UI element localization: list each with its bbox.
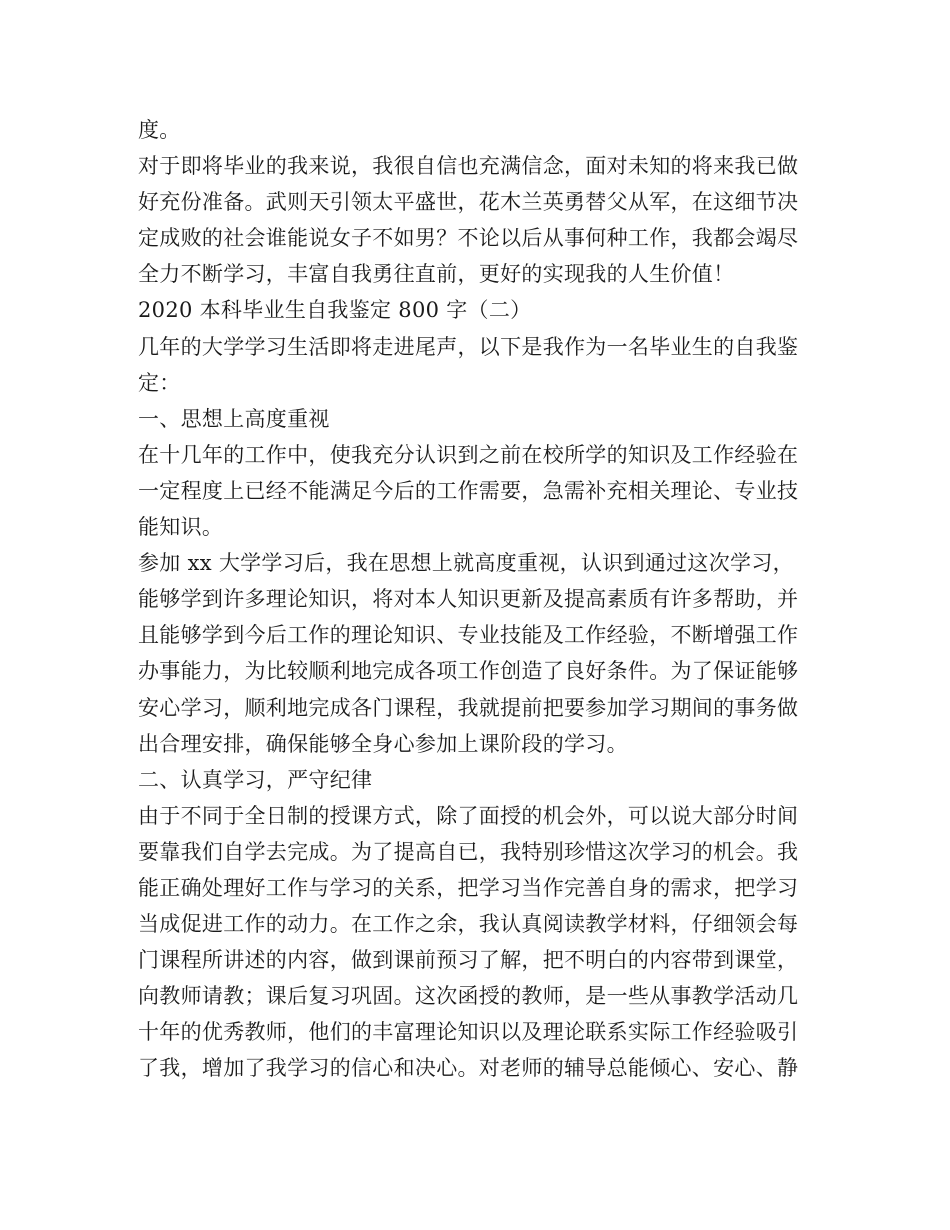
text-line: 参加 xx 大学学习后，我在思想上就高度重视，认识到通过这次学习，	[138, 551, 794, 576]
text-line: 几年的大学学习生活即将走进尾声，以下是我作为一名毕业生的自我鉴	[138, 334, 799, 359]
text-line: 一定程度上已经不能满足今后的工作需要，急需补充相关理论、专业技	[138, 478, 799, 503]
text-line: 度。	[138, 118, 181, 142]
text-line: 由于不同于全日制的授课方式，除了面授的机会外，可以说大部分时间	[138, 803, 799, 828]
text-line: 能正确处理好工作与学习的关系，把学习当作完善自身的需求，把学习	[138, 875, 799, 900]
text-line: 安心学习，顺利地完成各门课程，我就提前把要参加学习期间的事务做	[138, 695, 799, 720]
text-line: 且能够学到今后工作的理论知识、专业技能及工作经验，不断增强工作	[138, 623, 799, 648]
text-line: 对于即将毕业的我来说，我很自信也充满信念，面对未知的将来我已做	[138, 154, 799, 179]
section-heading: 2020 本科毕业生自我鉴定 800 字（二）	[138, 298, 532, 323]
text-line: 门课程所讲述的内容，做到课前预习了解，把不明白的内容带到课堂，	[138, 948, 799, 973]
text-line: 办事能力，为比较顺利地完成各项工作创造了良好条件。为了保证能够	[138, 659, 799, 684]
document-body	[138, 112, 828, 1087]
text-line: 向教师请教；课后复习巩固。这次函授的教师，是一些从事教学活动几	[138, 984, 799, 1009]
text-line: 要靠我们自学去完成。为了提高自已，我特别珍惜这次学习的机会。我	[138, 839, 799, 864]
text-line: 出合理安排，确保能够全身心参加上课阶段的学习。	[138, 731, 628, 756]
text-line: 在十几年的工作中，使我充分认识到之前在校所学的知识及工作经验在	[138, 442, 799, 467]
text-line: 能够学到许多理论知识，将对本人知识更新及提高素质有许多帮助，并	[138, 587, 799, 612]
subsection-heading: 一、思想上高度重视	[138, 406, 330, 431]
text-line: 好充份准备。武则天引领太平盛世，花木兰英勇替父从军，在这细节决	[138, 190, 799, 215]
subsection-heading: 二、认真学习，严守纪律	[138, 767, 373, 792]
text-line: 能知识。	[138, 515, 224, 540]
text-line: 了我，增加了我学习的信心和决心。对老师的辅导总能倾心、安心、静	[138, 1056, 799, 1081]
text-line: 定：	[138, 370, 181, 395]
text-line: 全力不断学习，丰富自我勇往直前，更好的实现我的人生价值！	[138, 262, 735, 287]
text-line: 当成促进工作的动力。在工作之余，我认真阅读教学材料，仔细领会每	[138, 912, 799, 937]
text-line: 定成败的社会谁能说女子不如男？不论以后从事何种工作，我都会竭尽	[138, 226, 799, 251]
text-line: 十年的优秀教师，他们的丰富理论知识以及理论联系实际工作经验吸引	[138, 1020, 799, 1045]
